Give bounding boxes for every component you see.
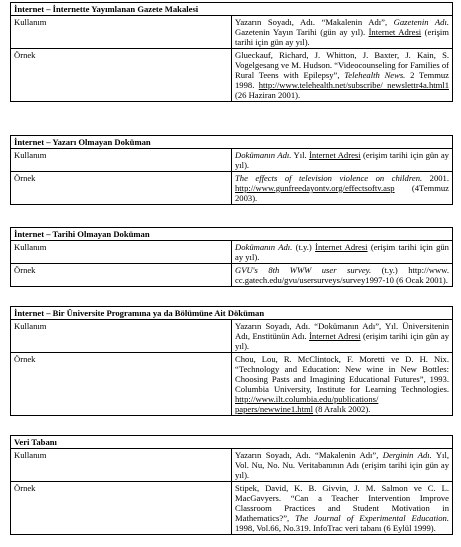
usage-part-italic: Derginin Adı. bbox=[382, 450, 432, 460]
example-link[interactable]: http://www.gunfreedayontv.org/effectsoftv.asp bbox=[235, 183, 395, 193]
example-label: Örnek bbox=[11, 482, 232, 535]
table-row bbox=[11, 172, 453, 205]
example-part: 1998, Vol.66, No.319. InfoTrac veri tabanı (6 Eylül 1999). bbox=[235, 523, 436, 533]
example-part-italic: The Journal of Experimental Education. bbox=[295, 513, 449, 523]
example-text bbox=[232, 172, 453, 205]
table-row bbox=[11, 353, 453, 416]
usage-part: (erişim tarihi için gün ay yıl). bbox=[235, 331, 449, 351]
usage-label: Kullanım bbox=[11, 16, 232, 49]
reference-table-university bbox=[10, 306, 453, 416]
usage-part: Yıl. bbox=[293, 150, 307, 160]
table-row bbox=[11, 241, 453, 264]
example-part: 2001. bbox=[429, 173, 449, 183]
usage-part: Gazetenin Yayın Tarihi (gün ay yıl). bbox=[235, 27, 366, 37]
usage-text bbox=[232, 320, 453, 353]
example-link[interactable]: http://www.ilt.columbia.edu/publications/ papers/newwine1.html bbox=[235, 394, 379, 414]
usage-text bbox=[232, 449, 453, 482]
table-row bbox=[11, 449, 453, 482]
example-part-italic: Telehealth News. bbox=[344, 70, 406, 80]
table-title: İnternet – Yazarı Olmayan Doküman bbox=[11, 136, 453, 149]
example-label: Örnek bbox=[11, 172, 232, 205]
example-text bbox=[232, 482, 453, 535]
reference-table-no-author bbox=[10, 135, 453, 205]
usage-part-italic: Gazetenin Adı. bbox=[393, 17, 449, 27]
table-row bbox=[11, 49, 453, 102]
usage-part-underlined: İnternet Adresi bbox=[315, 242, 368, 252]
usage-part-underlined: İnternet Adresi bbox=[368, 27, 422, 37]
usage-part: Yazarın Soyadı, Adı. “Dokümanın Adı”, Yıl. Üniversitenin Adı, Enstitünün Adı. bbox=[235, 321, 449, 341]
table-row bbox=[11, 16, 453, 49]
usage-text bbox=[232, 241, 453, 264]
example-part-italic: The effects of television violence on children. bbox=[235, 173, 423, 183]
usage-label: Kullanım bbox=[11, 449, 232, 482]
usage-part-underlined: İnternet Adresi bbox=[309, 150, 361, 160]
reference-table-no-date bbox=[10, 227, 453, 287]
usage-label: Kullanım bbox=[11, 149, 232, 172]
example-part-italic: GVU's 8th WWW user survey. bbox=[235, 265, 372, 275]
reference-table-database bbox=[10, 435, 453, 535]
example-part: Chou, Lou, R. McClintock, F. Moretti ve D. H. Nix. “Technology and Education: New wine in New Bottles: Choosing Pasts and Imagining Educational Futures”, 1993. Columbia University, Institute for Learning Technologies. bbox=[235, 354, 449, 394]
usage-label: Kullanım bbox=[11, 241, 232, 264]
usage-text bbox=[232, 149, 453, 172]
usage-part: (erişim tarihi için gün ay yıl). bbox=[235, 27, 449, 47]
example-part: Stipek, David, K. B. Givvin, J. M. Salmon ve C. L. MacGavyers. “Can a Teacher Intervention Improve Classroom Practices and Student Motivation in Mathematics?”, bbox=[235, 483, 449, 523]
example-part: 2 Temmuz 1998. bbox=[235, 70, 449, 90]
table-row bbox=[11, 482, 453, 535]
table-title: İnternet – Bir Üniversite Programına ya da Bölümüne Ait Döküman bbox=[11, 307, 453, 320]
example-label: Örnek bbox=[11, 49, 232, 102]
table-title: İnternet – İnternette Yayımlanan Gazete Makalesi bbox=[11, 3, 453, 16]
table-row bbox=[11, 320, 453, 353]
usage-text bbox=[232, 16, 453, 49]
example-part: (8 Aralık 2002). bbox=[315, 404, 371, 414]
example-link[interactable]: http://www.telehealth.net/subscribe/ newslettr4a.html1 bbox=[258, 80, 449, 90]
table-title: Veri Tabanı bbox=[11, 436, 453, 449]
example-text bbox=[232, 49, 453, 102]
usage-part: (erişim tarihi için gün ay yıl). bbox=[235, 242, 449, 262]
example-part: (t.y.) http://www. cc.gatech.edu/gvu/usersurveys/survey1997-10 (6 Ocak 2001). bbox=[235, 265, 449, 285]
usage-part: Yıl, Vol. Nu, No. Nu. Veritabanının Adı (erişim tarihi için gün ay yıl). bbox=[235, 450, 449, 480]
example-part: (4Temmuz 2003). bbox=[235, 183, 449, 203]
usage-part-italic: Dokümanın Adı. bbox=[235, 242, 293, 252]
usage-part: Yazarın Soyadı, Adı. “Makalenin Adı”, bbox=[235, 450, 379, 460]
usage-label: Kullanım bbox=[11, 320, 232, 353]
usage-part-underlined: İnternet Adresi bbox=[309, 331, 361, 341]
example-part: (26 Haziran 2001). bbox=[235, 90, 301, 100]
example-part: Glueckauf, Richard, J. Whitton, J. Baxter, J. Kain, S. Vogelgesang ve M. Hudson. “Videocounseling for Families of Rural Teens with Epilepsy”, bbox=[235, 50, 449, 80]
usage-part: (erişim tarihi için gün ay yıl). bbox=[235, 150, 449, 170]
table-title: İnternet – Tarihi Olmayan Doküman bbox=[11, 228, 453, 241]
usage-part: (t.y.) bbox=[295, 242, 312, 252]
example-text bbox=[232, 264, 453, 287]
table-row bbox=[11, 264, 453, 287]
example-text bbox=[232, 353, 453, 416]
example-label: Örnek bbox=[11, 353, 232, 416]
reference-table-newspaper bbox=[10, 2, 453, 102]
table-row bbox=[11, 149, 453, 172]
example-label: Örnek bbox=[11, 264, 232, 287]
usage-part-italic: Dokümanın Adı. bbox=[235, 150, 292, 160]
usage-part: Yazarın Soyadı, Adı. “Makalenin Adı”, bbox=[235, 17, 388, 27]
